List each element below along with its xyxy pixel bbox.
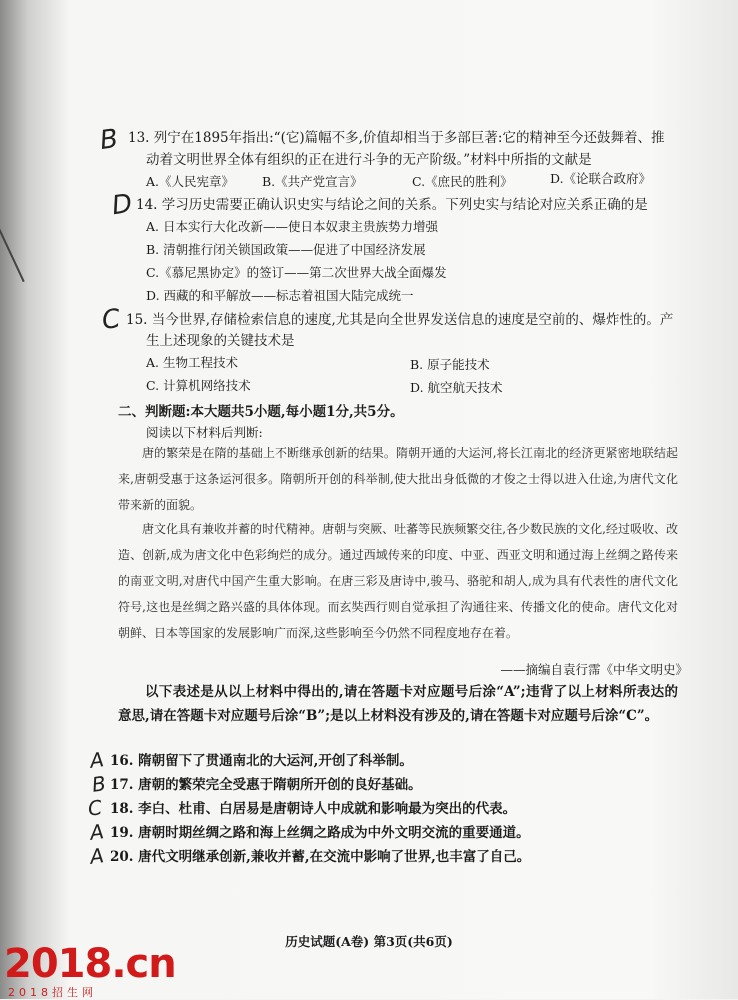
site-logo [4, 941, 176, 1000]
q15-option-c: C. 计算机网络技术 [146, 378, 251, 393]
q15-option-d: D. 航空航天技术 [410, 380, 503, 395]
question-13-line1: 13. 列宁在1895年指出:“(它)篇幅不多,价值却相当于多部巨著:它的精神至今还鼓舞着、推 [128, 130, 665, 146]
material-paragraph-2 [118, 516, 678, 646]
q14-option-b: B. 清朝推行闭关锁国政策——促进了中国经济发展 [146, 242, 426, 257]
q14-option-c: C.《慕尼黑协定》的签订——第二次世界大战全面爆发 [146, 265, 447, 280]
q15-option-a: A. 生物工程技术 [146, 355, 238, 370]
q14-option-d: D. 西藏的和平解放——标志着祖国大陆完成统一 [146, 288, 414, 303]
material-text-1: 唐的繁荣是在隋的基础上不断继承创新的结果。隋朝开通的大运河,将长江南北的经济更紧密地联结起来,唐朝受惠于这条运河很多。隋朝所开创的科举制,使大批出身低微的才俊之士得以进入仕途,为唐代文化带来新的面貌。 [118, 446, 678, 512]
answer-mark-q14: D [110, 188, 135, 222]
answer-mark-q18: C [86, 795, 104, 821]
pencil-stroke [0, 218, 25, 282]
q15-option-b: B. 原子能技术 [410, 357, 490, 372]
question-15-line2: 生上述现象的关键技术是 [146, 333, 295, 349]
answer-mark-q13: B [97, 123, 120, 157]
q13-option-d: D.《论联合政府》 [550, 171, 652, 186]
answer-mark-q20: A [88, 843, 106, 869]
section-2-title: 二、判断题:本大题共5小题,每小题1分,共5分。 [118, 404, 404, 420]
judgement-instructions [118, 680, 678, 728]
material-source: ——摘编自袁行霈《中华文明史》 [500, 662, 688, 677]
logo-main-text: 2018.cn [4, 941, 176, 987]
answer-mark-q17: B [90, 771, 108, 797]
statement-19: 19. 唐朝时期丝绸之路和海上丝绸之路成为中外文明交流的重要通道。 [110, 825, 530, 841]
instruction-text: 以下表述是从以上材料中得出的,请在答题卡对应题号后涂“A”;违背了以上材料所表达的意思,请在答题卡对应题号后涂“B”;是以上材料没有涉及的,请在答题卡对应题号后涂“C”。 [118, 684, 678, 724]
statement-20: 20. 唐代文明继承创新,兼收并蓄,在交流中影响了世界,也丰富了自己。 [110, 849, 531, 865]
page-footer: 历史试题(A卷) 第3页(共6页) [285, 934, 453, 949]
q14-option-a: A. 日本实行大化改新——使日本奴隶主贵族势力增强 [146, 219, 438, 234]
answer-mark-q15: C [100, 303, 123, 337]
statement-18: 18. 李白、杜甫、白居易是唐朝诗人中成就和影响最为突出的代表。 [110, 801, 517, 817]
question-14-line1: 14. 学习历史需要正确认识史实与结论之间的关系。下列史实与结论对应关系正确的是 [136, 197, 648, 213]
statement-16: 16. 隋朝留下了贯通南北的大运河,开创了科举制。 [110, 753, 413, 769]
q13-option-a: A.《人民宪章》 [146, 174, 235, 189]
statement-17: 17. 唐朝的繁荣完全受惠于隋朝所开创的良好基础。 [110, 777, 422, 793]
answer-mark-q16: A [88, 747, 106, 773]
answer-mark-q19: A [88, 819, 106, 845]
material-text-2: 唐文化具有兼收并蓄的时代精神。唐朝与突厥、吐蕃等民族频繁交往,各少数民族的文化,经过吸收、改造、创新,成为唐文化中色彩绚烂的成分。通过西域传来的印度、中亚、西亚文明和通过海上丝绸之路传来的南亚文明,对唐代中国产生重大影响。在唐三彩及唐诗中,骏马、骆驼和胡人,成为具有代表性的唐代文化符号,这也是丝绸之路兴盛的具体体现。而玄奘西行则自觉承担了沟通往来、传播文化的使命。唐代文化对朝鲜、日本等国家的发展影响广而深,这些影响至今仍然不同程度地存在着。 [118, 522, 678, 640]
q13-option-b: B.《共产党宣言》 [262, 174, 363, 189]
logo-sub-text: 2018招生网 [8, 986, 97, 999]
section-2-intro: 阅读以下材料后判断: [146, 425, 263, 440]
q13-option-c: C.《庶民的胜利》 [412, 174, 513, 189]
material-paragraph-1 [118, 440, 678, 518]
question-15-line1: 15. 当今世界,存储检索信息的速度,尤其是向全世界发送信息的速度是空前的、爆炸性的。产 [126, 312, 674, 328]
question-13-line2: 动着文明世界全体有组织的正在进行斗争的无产阶级。”材料中所指的文献是 [146, 152, 592, 168]
